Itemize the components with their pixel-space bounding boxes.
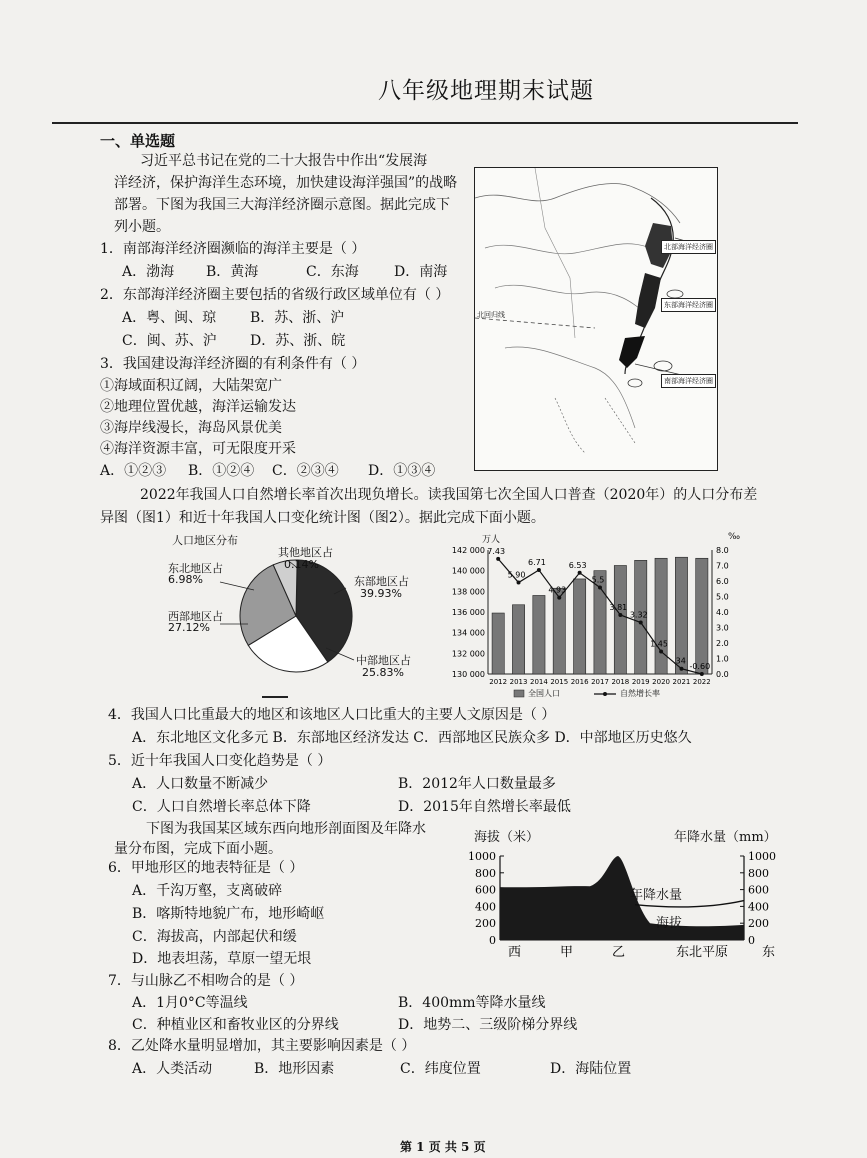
legend-point-swatch xyxy=(603,692,607,696)
question-1-stem: 1．南部海洋经济圈濒临的海洋主要是（ ） xyxy=(100,241,366,257)
q6-option-c: C．海拔高，内部起伏和缓 xyxy=(132,929,297,945)
legend-bar-swatch xyxy=(514,690,524,697)
year-tick-label: 2016 xyxy=(570,678,589,686)
year-tick-label: 2021 xyxy=(672,678,691,686)
growth-rate-label: 3.81 xyxy=(609,602,628,612)
elevation-series-label: 海拔 xyxy=(656,916,683,931)
section-heading: 一、单选题 xyxy=(100,132,176,150)
growth-rate-label: 4.93 xyxy=(548,585,567,595)
population-bar xyxy=(553,588,565,674)
left-tick-label: 134 000 xyxy=(451,628,485,638)
q1-option-d: D．南海 xyxy=(394,264,448,280)
left-tick-label: 138 000 xyxy=(451,587,485,597)
q8-option-d: D．海陆位置 xyxy=(550,1061,632,1077)
q8-option-a: A．人类活动 xyxy=(132,1061,213,1077)
south-zone-label: 南部海洋经济圈 xyxy=(661,374,716,388)
right-tick-label: 6.0 xyxy=(716,577,729,586)
growth-rate-label: .34 xyxy=(673,656,686,666)
question-7-stem: 7．与山脉乙不相吻合的是（ ） xyxy=(108,973,304,989)
left-tick-label: 142 000 xyxy=(451,546,485,555)
growth-rate-point xyxy=(598,586,602,590)
question-6-stem: 6．甲地形区的地表特征是（ ） xyxy=(108,860,304,876)
q6-option-b: B．喀斯特地貌广布，地形崎岖 xyxy=(132,906,325,922)
east-zone-label: 东部海洋经济圈 xyxy=(661,298,716,312)
title-divider xyxy=(52,122,798,124)
q3-option-a: A．①②③ xyxy=(100,463,167,479)
precip-series-label: 年降水量 xyxy=(630,888,683,903)
intro-line-3: 部署。下图为我国三大海洋经济圈示意图。据此完成下 xyxy=(114,197,450,213)
question-4-stem: 4．我国人口比重最大的地区和该地区人口比重大的主要人文原因是（ ） xyxy=(108,707,556,723)
q7-option-b: B．400mm等降水量线 xyxy=(398,995,546,1011)
south-zone-shape xyxy=(619,336,645,368)
profile-x-label: 东 xyxy=(762,945,776,960)
q3-option-b: B．①②④ xyxy=(188,463,255,479)
profile-left-tick: 0 xyxy=(489,934,496,947)
growth-rate-label: 3.32 xyxy=(629,610,648,620)
growth-rate-point xyxy=(557,596,561,600)
left-axis-unit: 万人 xyxy=(482,535,501,545)
right-tick-label: 5.0 xyxy=(716,592,729,602)
profile-left-tick: 400 xyxy=(475,900,496,914)
profile-right-axis-label: 年降水量（mm） xyxy=(674,830,777,845)
question-5-stem: 5．近十年我国人口变化趋势是（ ） xyxy=(108,753,332,769)
growth-rate-label: -0.60 xyxy=(689,662,711,671)
q6-option-a: A．千沟万壑，支离破碎 xyxy=(132,883,283,899)
legend-population: 全国人口 xyxy=(528,689,560,698)
q5-option-c: C．人口自然增长率总体下降 xyxy=(132,799,311,815)
left-tick-label: 130 000 xyxy=(451,670,485,679)
population-bar xyxy=(492,613,504,674)
ocean-economic-zones-map xyxy=(474,167,718,471)
profile-right-tick: 200 xyxy=(748,917,769,931)
growth-rate-point xyxy=(496,557,500,561)
q2-option-d: D．苏、浙、皖 xyxy=(250,333,346,349)
q3-statement-1: ①海域面积辽阔，大陆架宽广 xyxy=(100,378,282,394)
growth-rate-point xyxy=(537,568,541,572)
growth-rate-label: 6.53 xyxy=(568,560,587,570)
growth-rate-label: 5.90 xyxy=(507,570,526,580)
population-bar xyxy=(574,579,586,674)
intro-line-2: 洋经济，保护海洋生态环境，加快建设海洋强国”的战略 xyxy=(114,175,458,191)
year-tick-label: 2020 xyxy=(652,678,671,686)
pie-label-other: 其他地区占 xyxy=(278,546,333,559)
pie-value-northeast: 6.98% xyxy=(168,573,203,586)
east-zone-shape xyxy=(635,273,661,328)
growth-rate-label: 5.5 xyxy=(591,575,605,585)
intro3-line-1: 下图为我国某区域东西向地形剖面图及年降水 xyxy=(146,821,426,837)
q6-option-d: D．地表坦荡，草原一望无垠 xyxy=(132,951,312,967)
q1-option-a: A．渤海 xyxy=(122,264,175,280)
year-tick-label: 2019 xyxy=(631,678,650,686)
profile-right-tick: 0 xyxy=(748,934,755,947)
right-tick-label: 0.0 xyxy=(716,670,729,679)
q5-option-a: A．人口数量不断减少 xyxy=(132,776,269,792)
q3-statement-3: ③海岸线漫长，海岛风景优美 xyxy=(100,420,282,436)
q7-option-a: A．1月0°C等温线 xyxy=(132,995,248,1011)
elevation-area xyxy=(500,856,744,940)
q1-option-b: B．黄海 xyxy=(206,264,259,280)
profile-x-label: 甲 xyxy=(560,945,574,960)
profile-right-tick: 1000 xyxy=(748,850,776,863)
growth-rate-label: 6.71 xyxy=(528,557,546,567)
q3-option-c: C．②③④ xyxy=(272,463,339,479)
intro2-line-2: 异图（图1）和近十年我国人口变化统计图（图2）。据此完成下面小题。 xyxy=(100,510,545,526)
population-bar xyxy=(696,558,708,674)
year-tick-label: 2015 xyxy=(550,678,569,686)
bar-svg xyxy=(444,538,749,703)
q3-statement-2: ②地理位置优越，海洋运输发达 xyxy=(100,399,296,415)
profile-svg xyxy=(460,826,780,962)
short-divider xyxy=(262,696,288,698)
question-2-stem: 2．东部海洋经济圈主要包括的省级行政区域单位有（ ） xyxy=(100,287,450,303)
profile-left-axis-label: 海拔（米） xyxy=(474,830,540,845)
left-tick-label: 132 000 xyxy=(451,649,485,659)
tropic-label: 北回归线 xyxy=(477,311,505,319)
map-outline xyxy=(475,168,717,470)
year-tick-label: 2022 xyxy=(692,678,711,686)
intro2-line-1: 2022年我国人口自然增长率首次出现负增长。读我国第七次全国人口普查（2020年）的人口分布差 xyxy=(140,487,758,503)
q7-option-c: C．种植业区和畜牧业区的分界线 xyxy=(132,1017,339,1033)
growth-rate-point xyxy=(578,571,582,575)
pie-value-central: 25.83% xyxy=(362,666,404,679)
question-8-stem: 8．乙处降水量明显增加，其主要影响因素是（ ） xyxy=(108,1038,416,1054)
q1-option-c: C．东海 xyxy=(306,264,359,280)
north-zone-label: 北部海洋经济圈 xyxy=(661,240,716,254)
q2-option-c: C．闽、苏、沪 xyxy=(122,333,217,349)
right-tick-label: 3.0 xyxy=(716,623,729,633)
right-tick-label: 1.0 xyxy=(716,654,729,664)
population-bar-chart xyxy=(444,532,749,703)
page-title: 八年级地理期末试题 xyxy=(378,78,594,104)
growth-rate-point xyxy=(517,581,521,585)
q3-option-d: D．①③④ xyxy=(368,463,436,479)
q3-statement-4: ④海洋资源丰富，可无限度开采 xyxy=(100,441,296,457)
growth-rate-point xyxy=(639,621,643,625)
population-bar xyxy=(512,605,524,674)
question-3-stem: 3．我国建设海洋经济圈的有利条件有（ ） xyxy=(100,356,366,372)
terrain-profile-chart xyxy=(460,826,780,962)
profile-right-tick: 600 xyxy=(748,883,769,897)
population-pie-chart xyxy=(150,530,440,690)
pie-label-central: 中部地区占 xyxy=(356,654,411,667)
profile-left-tick: 200 xyxy=(475,917,496,931)
growth-rate-label: 7.43 xyxy=(487,546,506,556)
population-bar xyxy=(614,566,626,675)
pie-value-west: 27.12% xyxy=(168,621,210,634)
q2-option-a: A．粤、闽、琼 xyxy=(122,310,217,326)
year-tick-label: 2018 xyxy=(611,678,630,686)
year-tick-label: 2014 xyxy=(529,678,548,686)
q8-option-b: B．地形因素 xyxy=(254,1061,335,1077)
profile-x-label: 乙 xyxy=(612,945,626,960)
intro-line-1: 习近平总书记在党的二十大报告中作出“发展海 xyxy=(140,153,428,169)
right-tick-label: 4.0 xyxy=(716,608,729,617)
left-tick-label: 140 000 xyxy=(451,566,485,576)
pie-label-northeast: 东北地区占 xyxy=(168,562,223,575)
population-bar xyxy=(533,595,545,674)
growth-rate-label: 1.45 xyxy=(650,639,668,649)
profile-left-tick: 600 xyxy=(475,883,496,897)
year-tick-label: 2012 xyxy=(489,678,508,686)
legend-growth-rate: 自然增长率 xyxy=(620,689,660,698)
year-tick-label: 2013 xyxy=(509,678,528,686)
growth-rate-point xyxy=(659,650,663,654)
q7-option-d: D．地势二、三级阶梯分界线 xyxy=(398,1017,578,1033)
pie-title: 人口地区分布 xyxy=(172,534,238,547)
left-tick-label: 136 000 xyxy=(451,608,485,617)
intro-line-4: 列小题。 xyxy=(114,219,170,235)
page-footer: 第 1 页 共 5 页 xyxy=(400,1140,486,1154)
pie-value-east: 39.93% xyxy=(360,587,402,600)
q8-option-c: C．纬度位置 xyxy=(400,1061,481,1077)
profile-x-label: 西 xyxy=(508,945,522,960)
profile-right-tick: 400 xyxy=(748,900,769,914)
right-tick-label: 7.0 xyxy=(716,561,729,571)
profile-left-tick: 800 xyxy=(475,866,496,880)
right-tick-label: 8.0 xyxy=(716,546,729,555)
right-tick-label: 2.0 xyxy=(716,639,729,648)
intro3-line-2: 量分布图，完成下面小题。 xyxy=(114,841,282,857)
profile-x-label: 东北平原 xyxy=(676,945,729,960)
q4-options: A．东北地区文化多元 B．东部地区经济发达 C．西部地区民族众多 D．中部地区历史悠久 xyxy=(132,730,692,746)
q5-option-d: D．2015年自然增长率最低 xyxy=(398,799,571,815)
year-tick-label: 2017 xyxy=(591,678,609,686)
pie-value-other: 0.14% xyxy=(284,558,319,571)
growth-rate-point xyxy=(679,667,683,671)
population-bar xyxy=(655,558,667,674)
right-axis-unit: ‰ xyxy=(728,532,741,542)
q2-option-b: B．苏、浙、沪 xyxy=(250,310,345,326)
profile-left-tick: 1000 xyxy=(468,850,496,863)
profile-right-tick: 800 xyxy=(748,866,769,880)
pie-label-west: 西部地区占 xyxy=(168,610,223,623)
q5-option-b: B．2012年人口数量最多 xyxy=(398,776,556,792)
pie-label-east: 东部地区占 xyxy=(354,575,409,588)
growth-rate-point xyxy=(700,672,704,676)
growth-rate-point xyxy=(618,613,622,617)
